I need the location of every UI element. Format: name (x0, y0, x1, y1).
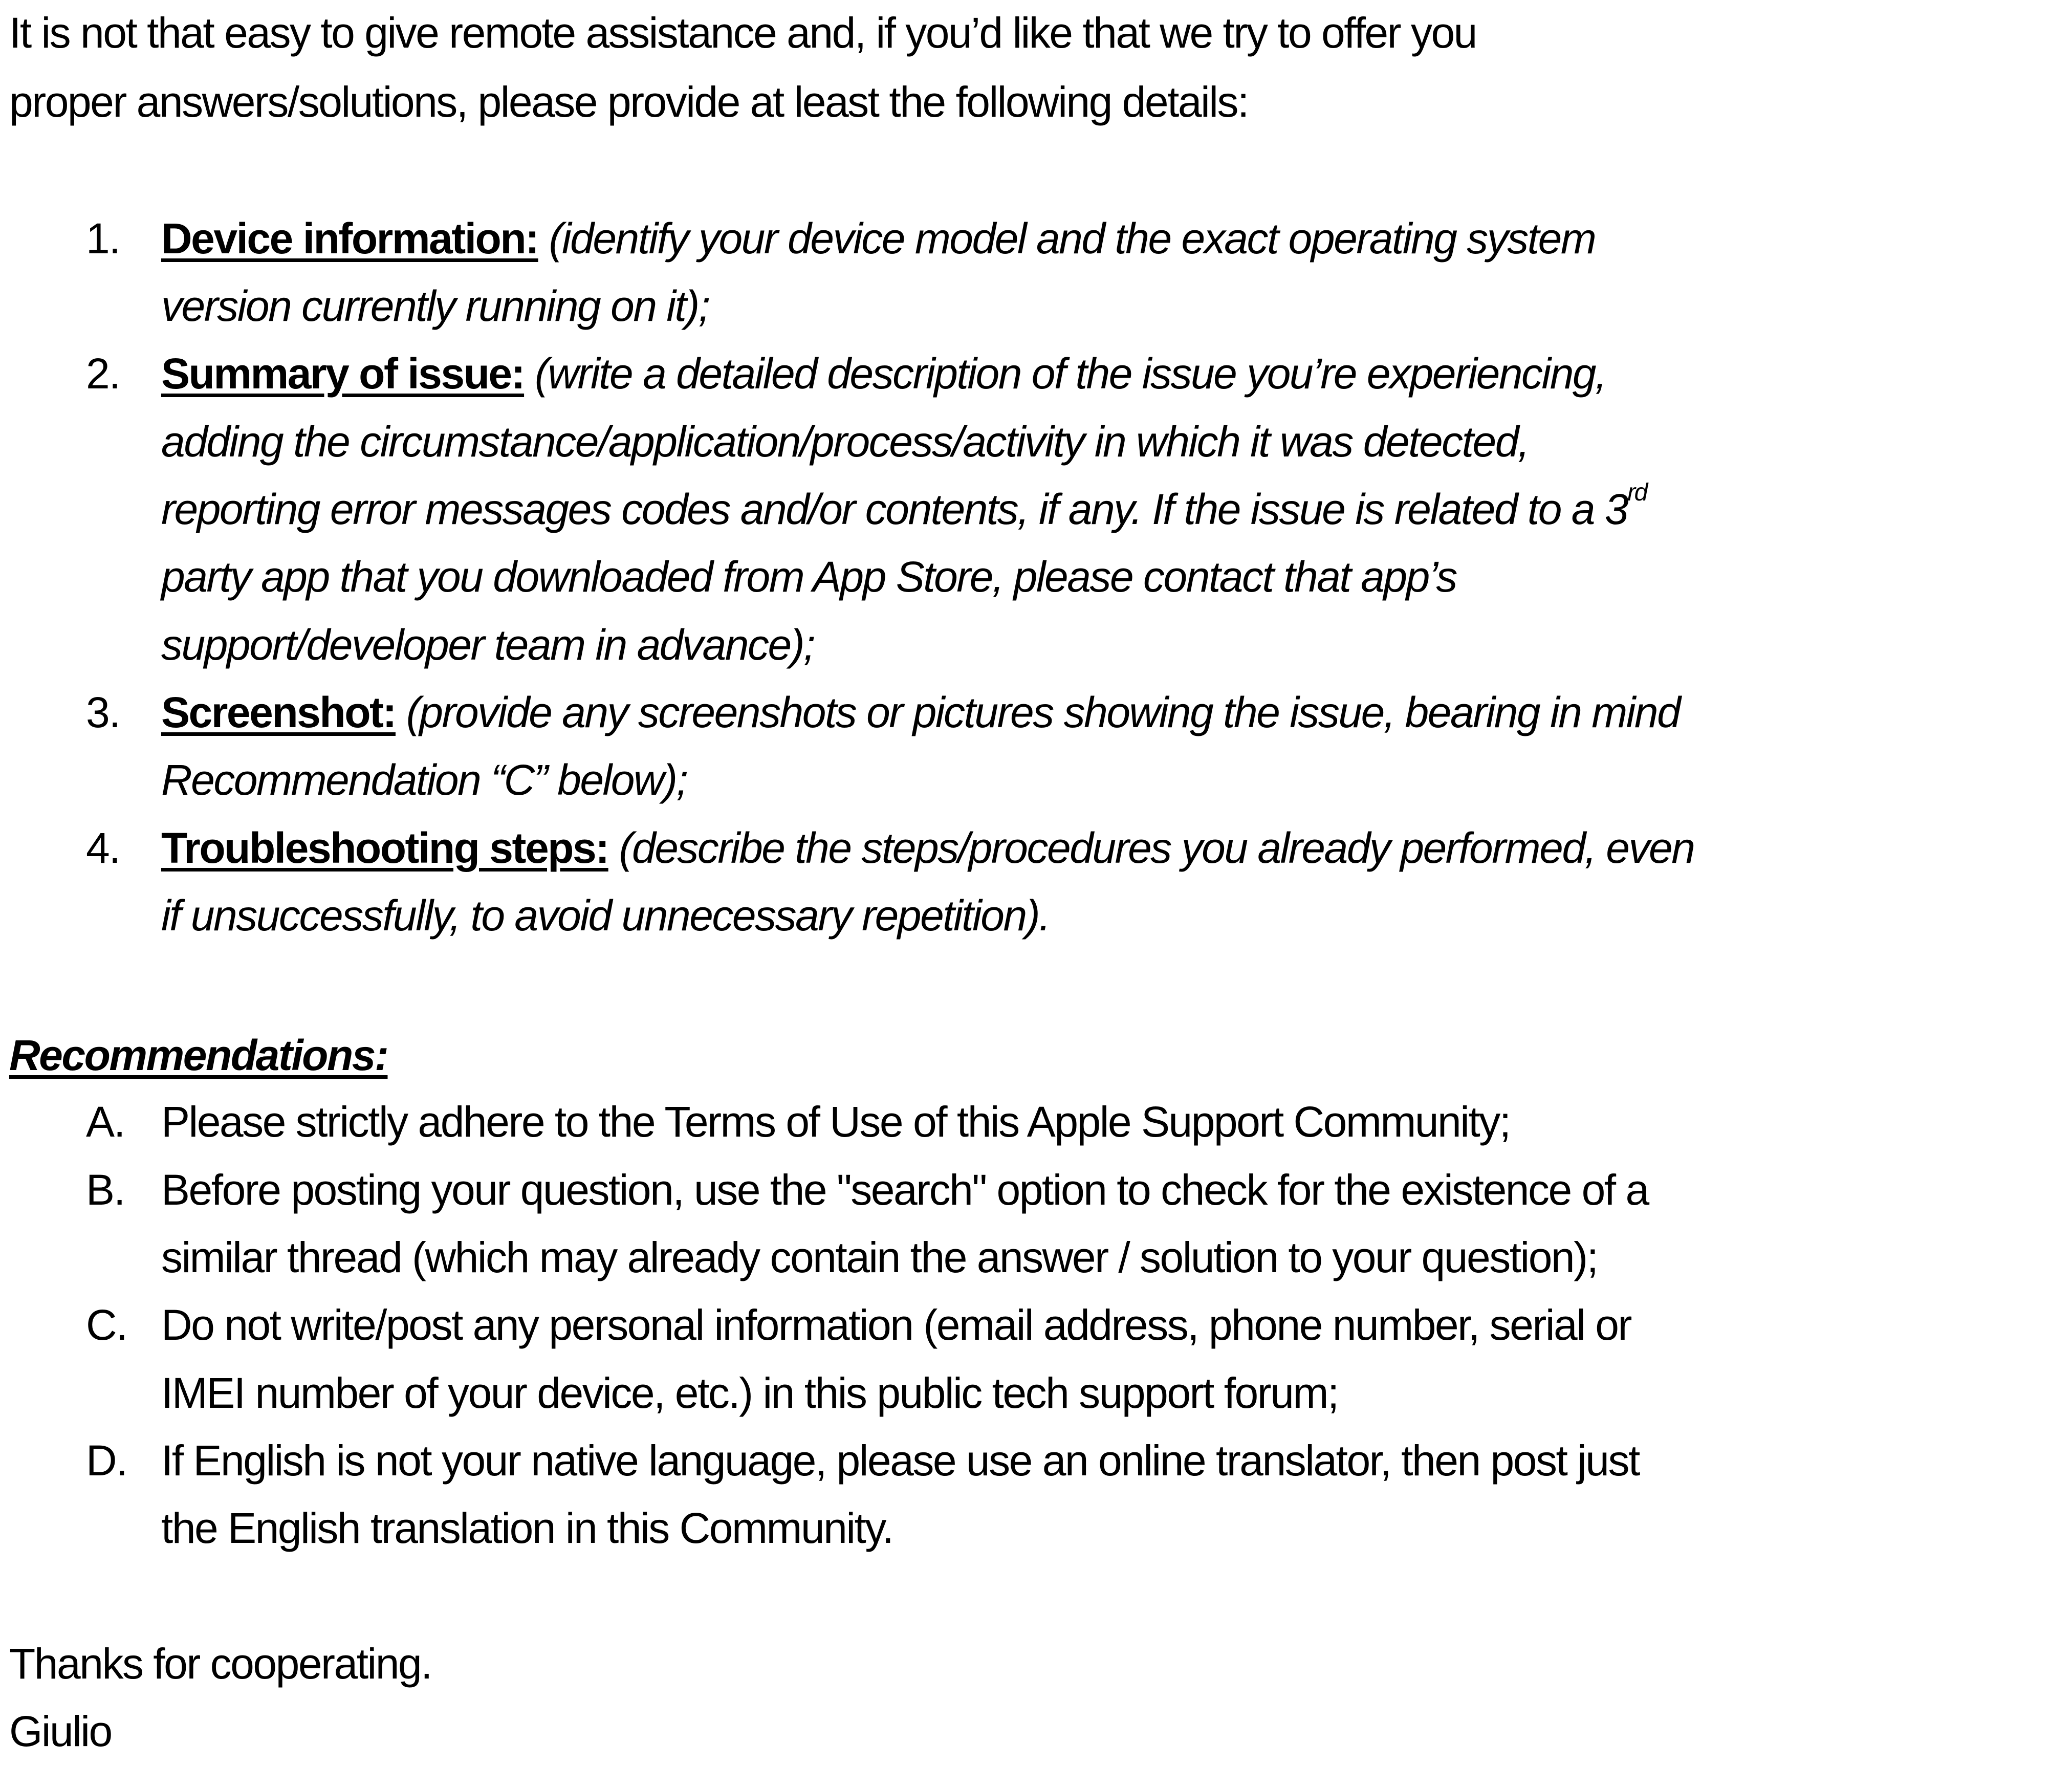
detail-item-2 (161, 350, 1606, 398)
detail-item-1 (161, 214, 1596, 263)
rec-letter-c: C. (86, 1301, 127, 1349)
detail-number-2: 2. (86, 350, 120, 398)
rec-text: the English translation in this Community. (161, 1504, 893, 1552)
closing-thanks: Thanks for cooperating. (9, 1640, 431, 1688)
detail-text: version currently running on it); (161, 282, 709, 330)
detail-text: Recommendation “C” below); (161, 756, 687, 804)
recommendations-heading: Recommendations: (9, 1031, 388, 1079)
detail-number-4: 4. (86, 824, 120, 872)
detail-text: (write a detailed description of the issue you’re experiencing, (524, 350, 1606, 398)
detail-number-1: 1. (86, 214, 120, 263)
detail-label-device-information: Device information: (161, 214, 538, 263)
rec-text: Before posting your question, use the "search" option to check for the existence of a (161, 1166, 1648, 1214)
detail-item-4 (161, 824, 1694, 872)
rec-text: Please strictly adhere to the Terms of Use of this Apple Support Community; (161, 1098, 1510, 1146)
rec-letter-a: A. (86, 1098, 125, 1146)
detail-label-troubleshooting-steps: Troubleshooting steps: (161, 824, 608, 872)
detail-text: adding the circumstance/application/process/activity in which it was detected, (161, 418, 1529, 466)
detail-text: if unsuccessfully, to avoid unnecessary repetition). (161, 891, 1050, 940)
detail-number-3: 3. (86, 688, 120, 736)
rec-text: IMEI number of your device, etc.) in this public tech support forum; (161, 1369, 1338, 1417)
detail-text-segment: reporting error messages codes and/or contents, if any. If the issue is related to a 3 (161, 485, 1628, 533)
rec-text: similar thread (which may already contain the answer / solution to your question); (161, 1233, 1598, 1281)
closing-signature: Giulio (9, 1707, 112, 1755)
detail-text: (identify your device model and the exact operating system (538, 214, 1596, 263)
detail-label-summary-of-issue: Summary of issue: (161, 350, 525, 398)
detail-item-3 (161, 688, 1680, 736)
detail-text: (provide any screenshots or pictures showing the issue, bearing in mind (395, 688, 1680, 736)
intro-line-2: proper answers/solutions, please provide at least the following details: (9, 78, 1248, 126)
detail-text: support/developer team in advance); (161, 621, 814, 669)
intro-line-1: It is not that easy to give remote assistance and, if you’d like that we try to offer you (9, 9, 1476, 57)
detail-text (161, 479, 1647, 533)
rec-letter-b: B. (86, 1166, 125, 1214)
rec-letter-d: D. (86, 1436, 127, 1485)
rec-text: Do not write/post any personal information (email address, phone number, serial or (161, 1301, 1631, 1349)
detail-text: (describe the steps/procedures you already performed, even (608, 824, 1694, 872)
detail-text: party app that you downloaded from App Store, please contact that app’s (161, 553, 1456, 601)
detail-label-screenshot: Screenshot: (161, 688, 396, 736)
rec-text: If English is not your native language, please use an online translator, then post just (161, 1436, 1639, 1485)
superscript-rd: rd (1627, 479, 1647, 506)
